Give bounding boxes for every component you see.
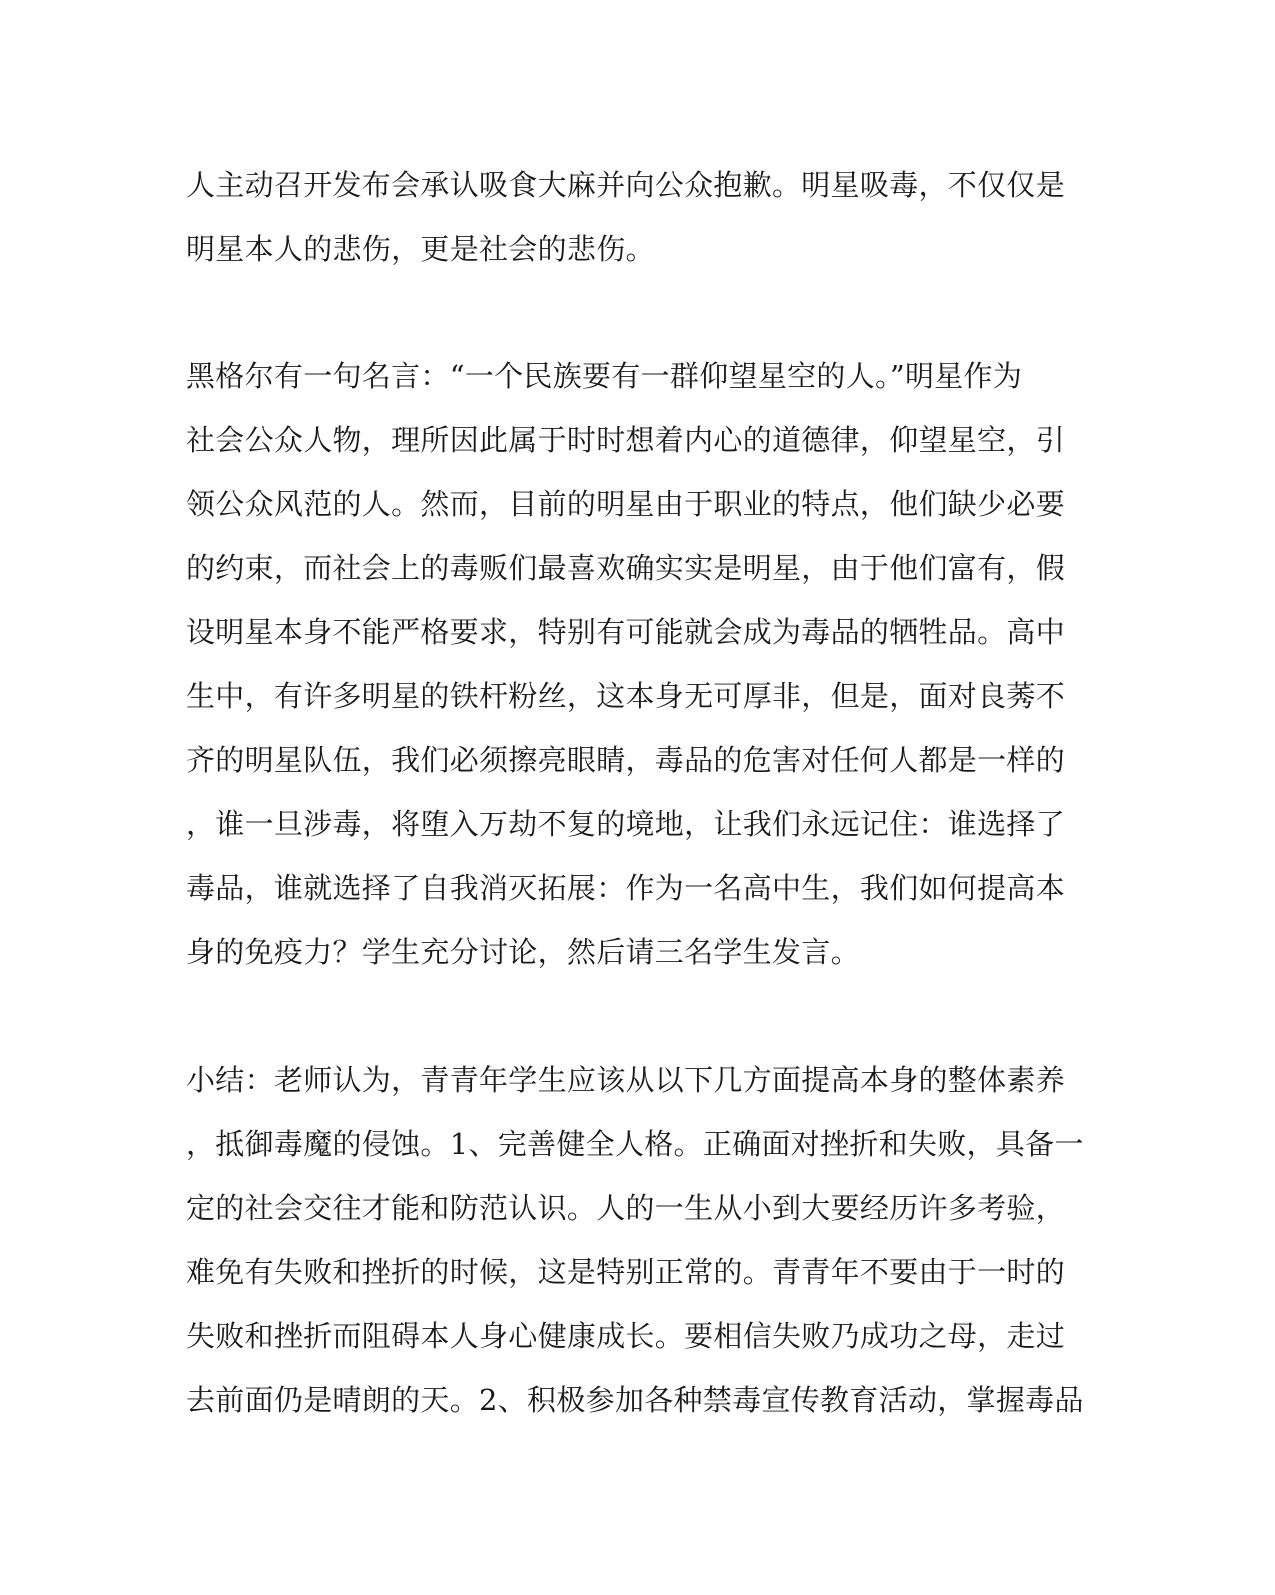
paragraph-3-line-2: ，抵御毒魔的侵蚀。1、完善健全人格。正确面对挫折和失败，具备一	[186, 1127, 1084, 1161]
paragraph-3-line-4: 难免有失败和挫折的时候，这是特别正常的。青青年不要由于一时的	[186, 1255, 1066, 1289]
paragraph-3-line-1: 小结：老师认为，青青年学生应该从以下几方面提高本身的整体素养	[186, 1063, 1066, 1097]
paragraph-2-line-2: 社会公众人物，理所因此属于时时想着内心的道德律，仰望星空，引	[186, 423, 1066, 457]
paragraph-2-line-6: 生中，有许多明星的铁杆粉丝，这本身无可厚非，但是，面对良莠不	[186, 679, 1066, 713]
paragraph-3-line-6: 去前面仍是晴朗的天。2、积极参加各种禁毒宣传教育活动，掌握毒品	[186, 1383, 1084, 1417]
paragraph-2-line-9: 毒品，谁就选择了自我消灭拓展：作为一名高中生，我们如何提高本	[186, 871, 1066, 905]
paragraph-2-line-1: 黑格尔有一句名言：“一个民族要有一群仰望星空的人。”明星作为	[186, 359, 1023, 393]
paragraph-1-line-1: 人主动召开发布会承认吸食大麻并向公众抱歉。明星吸毒，不仅仅是	[186, 168, 1066, 202]
paragraph-1-line-2: 明星本人的悲伤，更是社会的悲伤。	[186, 232, 655, 266]
paragraph-2-line-3: 领公众风范的人。然而，目前的明星由于职业的特点，他们缺少必要	[186, 487, 1066, 521]
paragraph-2-line-10: 身的免疫力？学生充分讨论，然后请三名学生发言。	[186, 935, 860, 969]
paragraph-2-line-5: 设明星本身不能严格要求，特别有可能就会成为毒品的牺牲品。高中	[186, 615, 1066, 649]
paragraph-2-line-8: ，谁一旦涉毒，将堕入万劫不复的境地，让我们永远记住：谁选择了	[186, 807, 1066, 841]
paragraph-3-line-5: 失败和挫折而阻碍本人身心健康成长。要相信失败乃成功之母，走过	[186, 1319, 1066, 1353]
paragraph-3-line-3: 定的社会交往才能和防范认识。人的一生从小到大要经历许多考验，	[186, 1191, 1066, 1225]
paragraph-2-line-7: 齐的明星队伍，我们必须擦亮眼睛，毒品的危害对任何人都是一样的	[186, 743, 1066, 777]
paragraph-2-line-4: 的约束，而社会上的毒贩们最喜欢确实实是明星，由于他们富有，假	[186, 551, 1066, 585]
